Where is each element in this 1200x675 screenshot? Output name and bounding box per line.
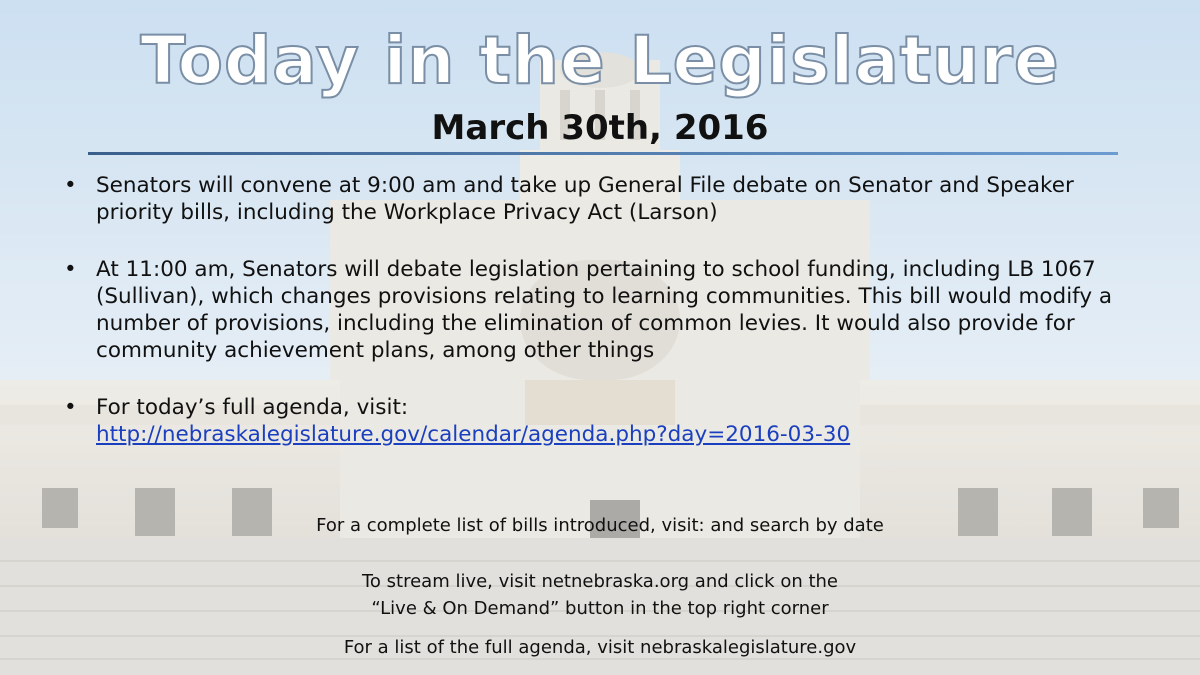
- bullet-list: [60, 172, 1140, 478]
- bullet-glyph: •: [64, 173, 77, 198]
- bullet-item: [60, 256, 1140, 364]
- footer-stream-line-2: “Live & On Demand” button in the top right corner: [371, 598, 829, 619]
- agenda-label: For today’s full agenda, visit:: [96, 395, 409, 420]
- slide-date: March 30th, 2016: [431, 108, 769, 148]
- bullet-item-agenda: [60, 394, 1140, 448]
- footer-bills-note: For a complete list of bills introduced, visit: and search by date: [316, 515, 884, 536]
- footer-agenda-note: For a list of the full agenda, visit nebraskalegislature.gov: [343, 637, 857, 658]
- bullet-glyph: •: [64, 257, 77, 282]
- bullet-text: Senators will convene at 9:00 am and take up General File debate on Senator and Speaker priority bills, including the Workplace Privacy Act (Larson): [96, 173, 1074, 225]
- agenda-link[interactable]: http://nebraskalegislature.gov/calendar/agenda.php?day=2016-03-30: [96, 422, 851, 447]
- slide-title: Today in the Legislature: [140, 22, 1060, 99]
- bullet-item: [60, 172, 1140, 226]
- bullet-glyph: •: [64, 395, 77, 420]
- bullet-text: At 11:00 am, Senators will debate legislation pertaining to school funding, including LB 1067 (Sullivan), which changes provisions relating to learning communities. This bill would modify a number of provisions, including the elimination of common levies. It would also provide for community achievement plans, among other things: [96, 257, 1113, 363]
- title-divider: [88, 152, 1118, 155]
- footer-stream-line-1: To stream live, visit netnebraska.org and click on the: [361, 571, 839, 592]
